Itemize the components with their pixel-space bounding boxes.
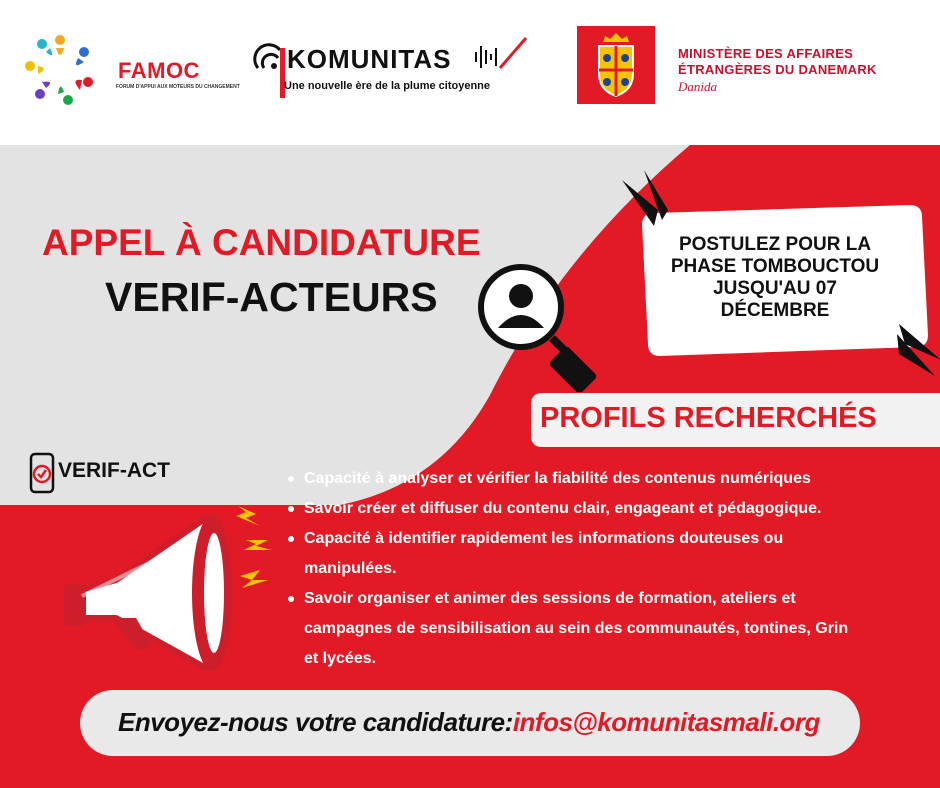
page-subtitle: VERIF-ACTEURS [105,274,438,320]
verif-act-brand: VERIF-ACT [58,459,170,482]
komunitas-logo [250,30,540,110]
callout-line: POSTULEZ POUR LA [678,234,872,255]
soundwave-pen-icon [472,34,532,74]
burst-lines-icon [895,320,940,380]
famoc-logo [20,20,240,120]
ministry-line-2: ÉTRANGÈRES DU DANEMARK [678,62,877,77]
callout-line: DÉCEMBRE [720,300,830,321]
list-item-line: Savoir créer et diffuser du contenu clair, engageant et pédagogique. [304,500,822,517]
list-item [286,494,936,524]
cta-label: Envoyez-nous votre candidature: [118,707,513,737]
list-item-line: Capacité à identifier rapidement les informations douteuses ou [304,530,784,547]
cta-email-link[interactable]: infos@komunitasmali.org [512,707,820,737]
profils-list [286,464,936,674]
phone-check-icon [28,452,58,496]
deadline-callout-text [650,234,900,322]
komunitas-tagline: Une nouvelle ère de la plume citoyenne [284,80,491,92]
list-item-line: Savoir organiser et animer des sessions de formation, ateliers et [304,590,796,607]
lightning-icon [230,500,290,610]
page-title: APPEL À CANDIDATURE [42,222,481,263]
ministry-danida: Danida [678,79,717,94]
list-item-line: campagnes de sensibilisation au sein des communautés, tontines, Grin [304,620,849,637]
famoc-figures-icon [20,20,120,120]
header [0,0,940,145]
profils-heading: PROFILS RECHERCHÉS [540,402,877,434]
list-item-line: et lycées. [304,650,377,667]
list-item [286,584,936,674]
callout-line: JUSQU'AU 07 [713,278,837,299]
callout-line: PHASE TOMBOUCTOU [670,256,880,277]
komunitas-name: KOMUNITAS [287,44,452,74]
ministry-line-1: MINISTÈRE DES AFFAIRES [678,46,854,61]
crest-icon [577,26,655,104]
user-magnifier-icon [476,262,616,392]
list-item-line: manipulées. [304,560,397,577]
famoc-name: FAMOC [118,58,200,83]
famoc-tagline: FORUM D'APPUI AUX MOTEURS DU CHANGEMENT [116,84,240,90]
list-item [286,524,936,584]
burst-lines-icon [618,170,678,230]
danida-crest-box [577,26,655,104]
list-item [286,464,936,494]
cta-text [118,707,820,738]
list-item-line: Capacité à analyser et vérifier la fiabilité des contenus numériques [304,470,811,487]
